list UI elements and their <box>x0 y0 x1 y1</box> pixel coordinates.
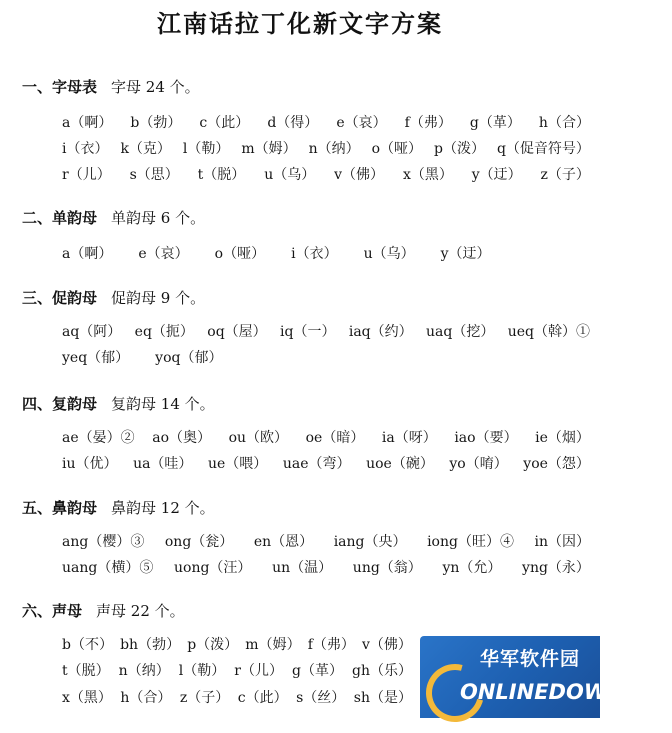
consonant-item: c（此） <box>237 690 288 706</box>
vowel-item: e（哀） <box>138 246 189 262</box>
section-name: 复韵母 <box>52 395 98 413</box>
section-number: 六、 <box>22 602 53 620</box>
section-3-row-1 <box>62 320 590 342</box>
section-1-heading <box>22 76 200 97</box>
section-6-row-2 <box>62 659 412 681</box>
letter-item: v（佛） <box>334 167 385 183</box>
consonant-item: gh（乐） <box>351 663 412 679</box>
vowel-item: ae（晏）② <box>62 430 135 446</box>
consonant-item: s（丝） <box>296 690 346 706</box>
section-3-row-2 <box>62 346 590 368</box>
section-number: 五、 <box>22 499 53 517</box>
section-1-row-1 <box>62 111 590 133</box>
vowel-item: yoe（怨） <box>523 456 590 472</box>
section-name: 字母表 <box>52 78 98 96</box>
vowel-item: uoe（碗） <box>366 456 434 472</box>
section-2-heading <box>22 207 205 228</box>
consonant-item: sh（是） <box>353 690 412 706</box>
vowel-item: ang（樱）③ <box>62 534 145 550</box>
letter-item: a（啊） <box>62 115 113 131</box>
watermark-cn-text: 华军软件园 <box>480 648 581 670</box>
section-4-row-2 <box>62 452 590 474</box>
vowel-item: in（因） <box>534 534 590 550</box>
vowel-item: uong（汪） <box>174 560 252 576</box>
letter-item: r（儿） <box>62 167 111 183</box>
letter-item: m（姆） <box>241 141 297 157</box>
section-5-row-1 <box>62 530 590 552</box>
letter-item: l（勒） <box>182 141 230 157</box>
section-6-row-1 <box>62 633 412 655</box>
letter-item: n（纳） <box>308 141 360 157</box>
vowel-item: yo（唷） <box>449 456 508 472</box>
vowel-item: uae（弯） <box>282 456 351 472</box>
vowel-item: ueq（斡）① <box>507 324 590 340</box>
section-note: 声母 22 个。 <box>96 602 185 620</box>
section-number: 四、 <box>22 395 53 413</box>
vowel-item: o（哑） <box>214 246 266 262</box>
letter-item: u（乌） <box>264 167 316 183</box>
letter-item: d（得） <box>267 115 319 131</box>
section-4-heading <box>22 393 215 414</box>
letter-item: y（迂） <box>471 167 522 183</box>
letter-item: g（革） <box>469 115 521 131</box>
section-name: 声母 <box>52 602 83 620</box>
section-name: 鼻韵母 <box>52 499 98 517</box>
section-name: 促韵母 <box>52 289 98 307</box>
section-5-heading <box>22 497 215 518</box>
letter-item: t（脱） <box>197 167 246 183</box>
vowel-item: ie（烟） <box>535 430 590 446</box>
consonant-item: g（革） <box>291 663 343 679</box>
vowel-item: a（啊） <box>62 246 113 262</box>
consonant-item: b（不） <box>62 637 113 653</box>
consonant-item: l（勒） <box>178 663 226 679</box>
section-4-row-1 <box>62 426 590 448</box>
section-2-row-1 <box>62 242 590 264</box>
letter-item: p（泼） <box>434 141 485 157</box>
section-1-row-3 <box>62 163 590 185</box>
vowel-item: u（乌） <box>363 246 415 262</box>
letter-item: s（思） <box>129 167 179 183</box>
consonant-item: r（儿） <box>234 663 283 679</box>
section-note: 鼻韵母 12 个。 <box>111 499 215 517</box>
watermark-en-text: ONLINEDOWN.net <box>460 680 672 704</box>
section-1-row-2 <box>62 137 590 159</box>
vowel-item: en（恩） <box>253 534 314 550</box>
section-note: 字母 24 个。 <box>111 78 200 96</box>
consonant-item: n（纳） <box>118 663 170 679</box>
consonant-item: h（合） <box>120 690 172 706</box>
letter-item: q（促音符号） <box>496 141 590 157</box>
consonant-item: t（脱） <box>62 663 110 679</box>
consonant-item: x（黑） <box>62 690 112 706</box>
letter-item: e（哀） <box>336 115 387 131</box>
letter-item: k（克） <box>120 141 171 157</box>
vowel-item: iang（央） <box>333 534 407 550</box>
letter-item: f（弗） <box>404 115 452 131</box>
consonant-item: v（佛） <box>362 637 412 653</box>
vowel-item: yoq（郁） <box>155 350 223 366</box>
vowel-item: uang（横）⑤ <box>62 560 154 576</box>
vowel-item: ou（欧） <box>228 430 289 446</box>
vowel-item: iong（旺）④ <box>427 534 514 550</box>
section-number: 三、 <box>22 289 53 307</box>
section-name: 单韵母 <box>52 209 98 227</box>
letter-item: x（黑） <box>402 167 453 183</box>
vowel-item: yng（永） <box>522 560 590 576</box>
vowel-item: yeq（郁） <box>62 350 130 366</box>
vowel-item: un（温） <box>272 560 333 576</box>
vowel-item: ue（喂） <box>208 456 268 472</box>
consonant-item: p（泼） <box>187 637 239 653</box>
section-6-heading <box>22 600 185 621</box>
section-note: 促韵母 9 个。 <box>111 289 206 307</box>
section-note: 单韵母 6 个。 <box>111 209 206 227</box>
consonant-item: bh（勃） <box>120 637 181 653</box>
vowel-item: iaq（约） <box>348 324 413 340</box>
section-3-heading <box>22 287 205 308</box>
section-note: 复韵母 14 个。 <box>111 395 215 413</box>
vowel-item: ong（瓮） <box>164 534 234 550</box>
vowel-item: i（衣） <box>291 246 338 262</box>
vowel-item: oe（暗） <box>305 430 365 446</box>
letter-item: c（此） <box>199 115 250 131</box>
letter-item: b（勃） <box>130 115 182 131</box>
letter-item: z（子） <box>540 167 590 183</box>
vowel-item: yn（允） <box>442 560 502 576</box>
vowel-item: y（迂） <box>440 246 491 262</box>
consonant-item: f（弗） <box>307 637 355 653</box>
vowel-item: ung（翁） <box>352 560 422 576</box>
letter-item: i（衣） <box>62 141 109 157</box>
vowel-item: uaq（挖） <box>426 324 495 340</box>
section-6-row-3 <box>62 686 412 708</box>
vowel-item: ia（呀） <box>381 430 437 446</box>
section-5-row-2 <box>62 556 590 578</box>
letter-item: h（合） <box>538 115 590 131</box>
letter-item: o（哑） <box>371 141 423 157</box>
vowel-item: eq（扼） <box>134 324 194 340</box>
page-title: 江南话拉丁化新文字方案 <box>157 9 443 38</box>
vowel-item: iao（要） <box>454 430 518 446</box>
vowel-item: ua（哇） <box>133 456 193 472</box>
consonant-item: z（子） <box>179 690 230 706</box>
vowel-item: iq（一） <box>280 324 336 340</box>
vowel-item: aq（阿） <box>62 324 122 340</box>
vowel-item: ao（奥） <box>152 430 211 446</box>
section-number: 二、 <box>22 209 53 227</box>
section-number: 一、 <box>22 78 53 96</box>
consonant-item: m（姆） <box>245 637 301 653</box>
vowel-item: iu（优） <box>62 456 118 472</box>
onlinedown-watermark-logo <box>420 636 672 718</box>
vowel-item: oq（屋） <box>207 324 267 340</box>
